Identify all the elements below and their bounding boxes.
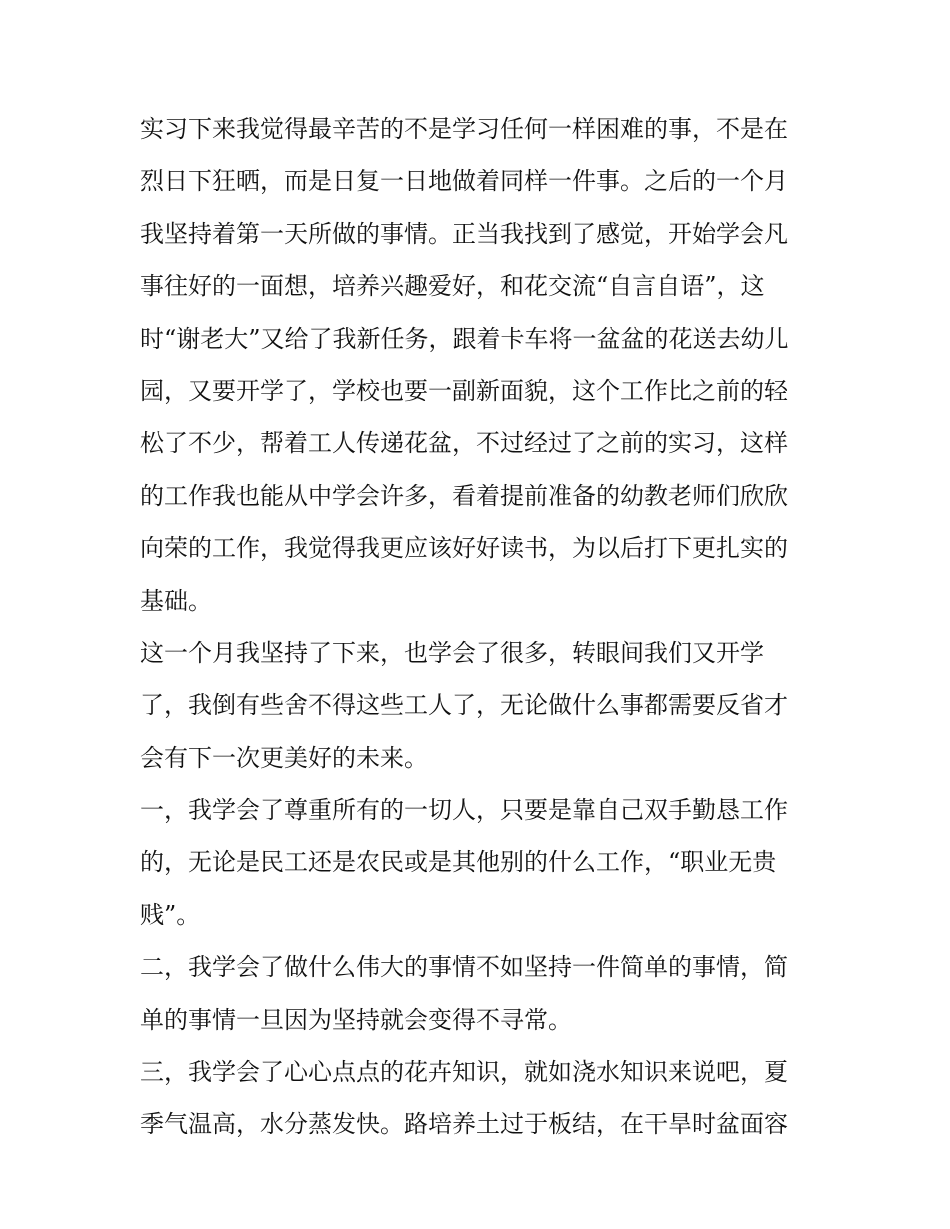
text-line: 二，我学会了做什么伟大的事情不如坚持一件简单的事情，简	[140, 953, 788, 982]
text-line: 这一个月我坚持了下来，也学会了很多，转眼间我们又开学	[140, 638, 764, 667]
text-line: 松了不少，帮着工人传递花盆，不过经过了之前的实习，这样	[140, 429, 788, 458]
text-line: 事往好的一面想，培养兴趣爱好，和花交流“自言自语”，这	[140, 272, 765, 301]
text-line: 的，无论是民工还是农民或是其他别的什么工作，“职业无贵	[140, 848, 777, 877]
text-line: 时“谢老大”又给了我新任务，跟着卡车将一盆盆的花送去幼儿	[140, 324, 789, 353]
document-body	[140, 108, 820, 1156]
text-line: 单的事情一旦因为坚持就会变得不寻常。	[140, 1005, 572, 1034]
text-line: 向荣的工作，我觉得我更应该好好读书，为以后打下更扎实的	[140, 534, 788, 563]
text-line: 烈日下狂晒，而是日复一日地做着同样一件事。之后的一个月	[140, 167, 788, 196]
text-line: 季气温高，水分蒸发快。路培养土过于板结，在干旱时盆面容	[140, 1110, 788, 1139]
text-line: 贱”。	[140, 900, 201, 929]
text-line: 的工作我也能从中学会许多，看着提前准备的幼教老师们欣欣	[140, 481, 788, 510]
text-line: 一，我学会了尊重所有的一切人，只要是靠自己双手勤恳工作	[140, 796, 788, 825]
text-line: 基础。	[140, 586, 212, 615]
text-line: 我坚持着第一天所做的事情。正当我找到了感觉，开始学会凡	[140, 219, 788, 248]
text-line: 园，又要开学了，学校也要一副新面貌，这个工作比之前的轻	[140, 376, 788, 405]
text-line: 了，我倒有些舍不得这些工人了，无论做什么事都需要反省才	[140, 691, 788, 720]
text-line: 实习下来我觉得最辛苦的不是学习任何一样困难的事，不是在	[140, 115, 788, 143]
text-line: 会有下一次更美好的未来。	[140, 743, 428, 772]
text-line: 三，我学会了心心点点的花卉知识，就如浇水知识来说吧，夏	[140, 1058, 788, 1087]
